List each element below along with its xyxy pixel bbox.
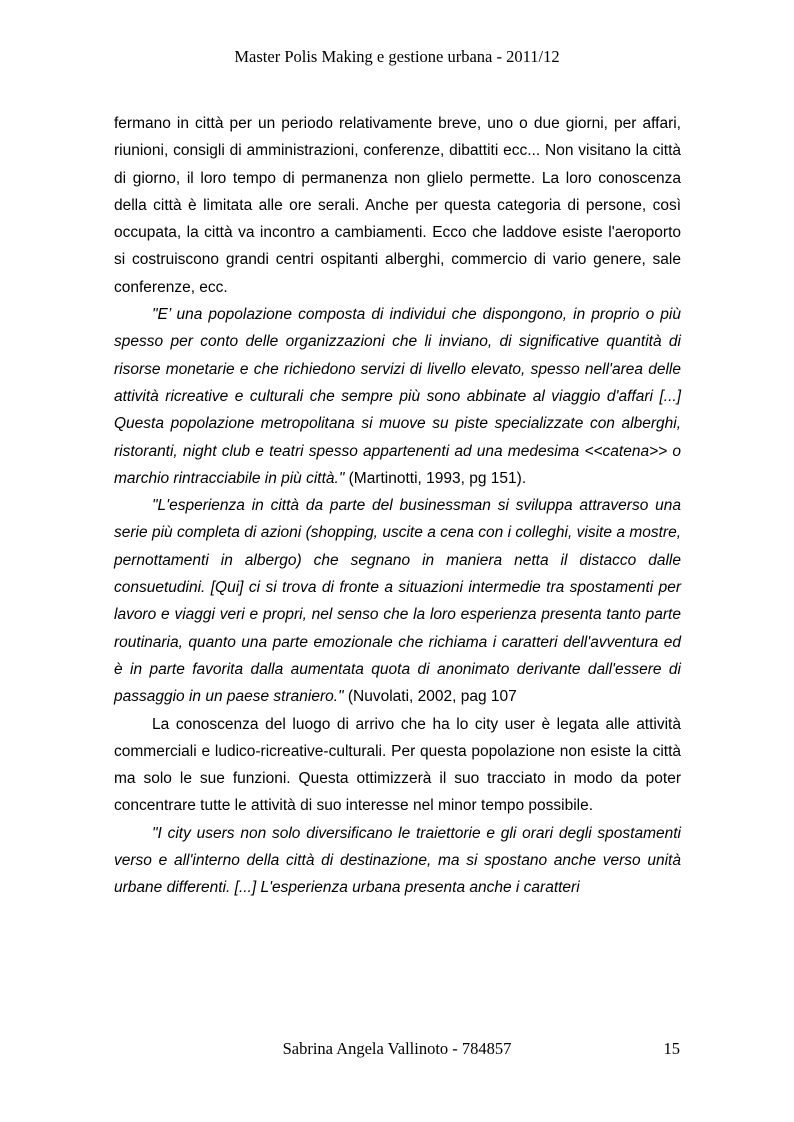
- quote-text: "I city users non solo diversificano le traiettorie e gli orari degli spostamenti verso e all'interno della città di destinazione, ma si spostano anche verso unità urbane differenti. [...] L'esperienza urbana presenta anche i caratteri: [114, 824, 681, 897]
- quote-paragraph: [114, 820, 681, 902]
- paragraph: fermano in città per un periodo relativamente breve, uno o due giorni, per affari, riunioni, consigli di amministrazioni, conferenze, dibattiti ecc... Non visitano la città di giorno, il loro tempo di permanenza non glielo permette. La loro conoscenza della città è limitata alle ore serali. Anche per questa categoria di persone, così occupata, la città va incontro a cambiamenti. Ecco che laddove esiste l'aeroporto si costruiscono grandi centri ospitanti alberghi, commercio di vario genere, sale conferenze, ecc.: [114, 115, 681, 296]
- body-text: [114, 110, 681, 902]
- citation: (Nuvolati, 2002, pag 107: [343, 688, 517, 706]
- footer-author: Sabrina Angela Vallinoto - 784857: [282, 1039, 512, 1058]
- quote-text: "E’ una popolazione composta di individui che dispongono, in proprio o più spesso per conto delle organizzazioni che li inviano, di significative quantità di risorse monetarie e che richiedono servizi di livello elevato, spesso nell'area delle attività ricreative e culturali che sempre più sono abbinate al viaggio d'affari [...] Questa popolazione metropolitana si muove su piste specializzate con alberghi, ristoranti, night club e teatri spesso appartenenti ad una medesima <<catena>> o marchio rintracciabile in più città.": [114, 306, 681, 487]
- quote-text: "L'esperienza in città da parte del businessman si sviluppa attraverso una serie più completa di azioni (shopping, uscite a cena con i colleghi, visite a mostre, pernottamenti in albergo) che segnano in maniera netta il distacco dalle consuetudini. [Qui] ci si trova di fronte a situazioni intermedie tra spostamenti per lavoro e viaggi veri e propri, nel senso che la loro esperienza presenta tanto parte routinaria, quanto una parte emozionale che richiama i caratteri dell'avventura ed è in parte favorita dalla aumentata quota di anonimato derivante dall'essere di passaggio in un paese straniero.": [114, 497, 681, 706]
- paragraph: La conoscenza del luogo di arrivo che ha lo city user è legata alle attività commerciali e ludico-ricreative-culturali. Per questa popolazione non esiste la città ma solo le sue funzioni. Questa ottimizzerà il suo tracciato in modo da poter concentrare tutte le attività di suo interesse nel minor tempo possibile.: [114, 715, 681, 815]
- header-title: Master Polis Making e gestione urbana - 2011/12: [234, 47, 560, 66]
- citation: (Martinotti, 1993, pg 151).: [344, 469, 527, 487]
- quote-paragraph: [114, 301, 681, 492]
- page-header: [0, 47, 794, 67]
- quote-paragraph: [114, 492, 681, 710]
- page-number: 15: [663, 1039, 680, 1058]
